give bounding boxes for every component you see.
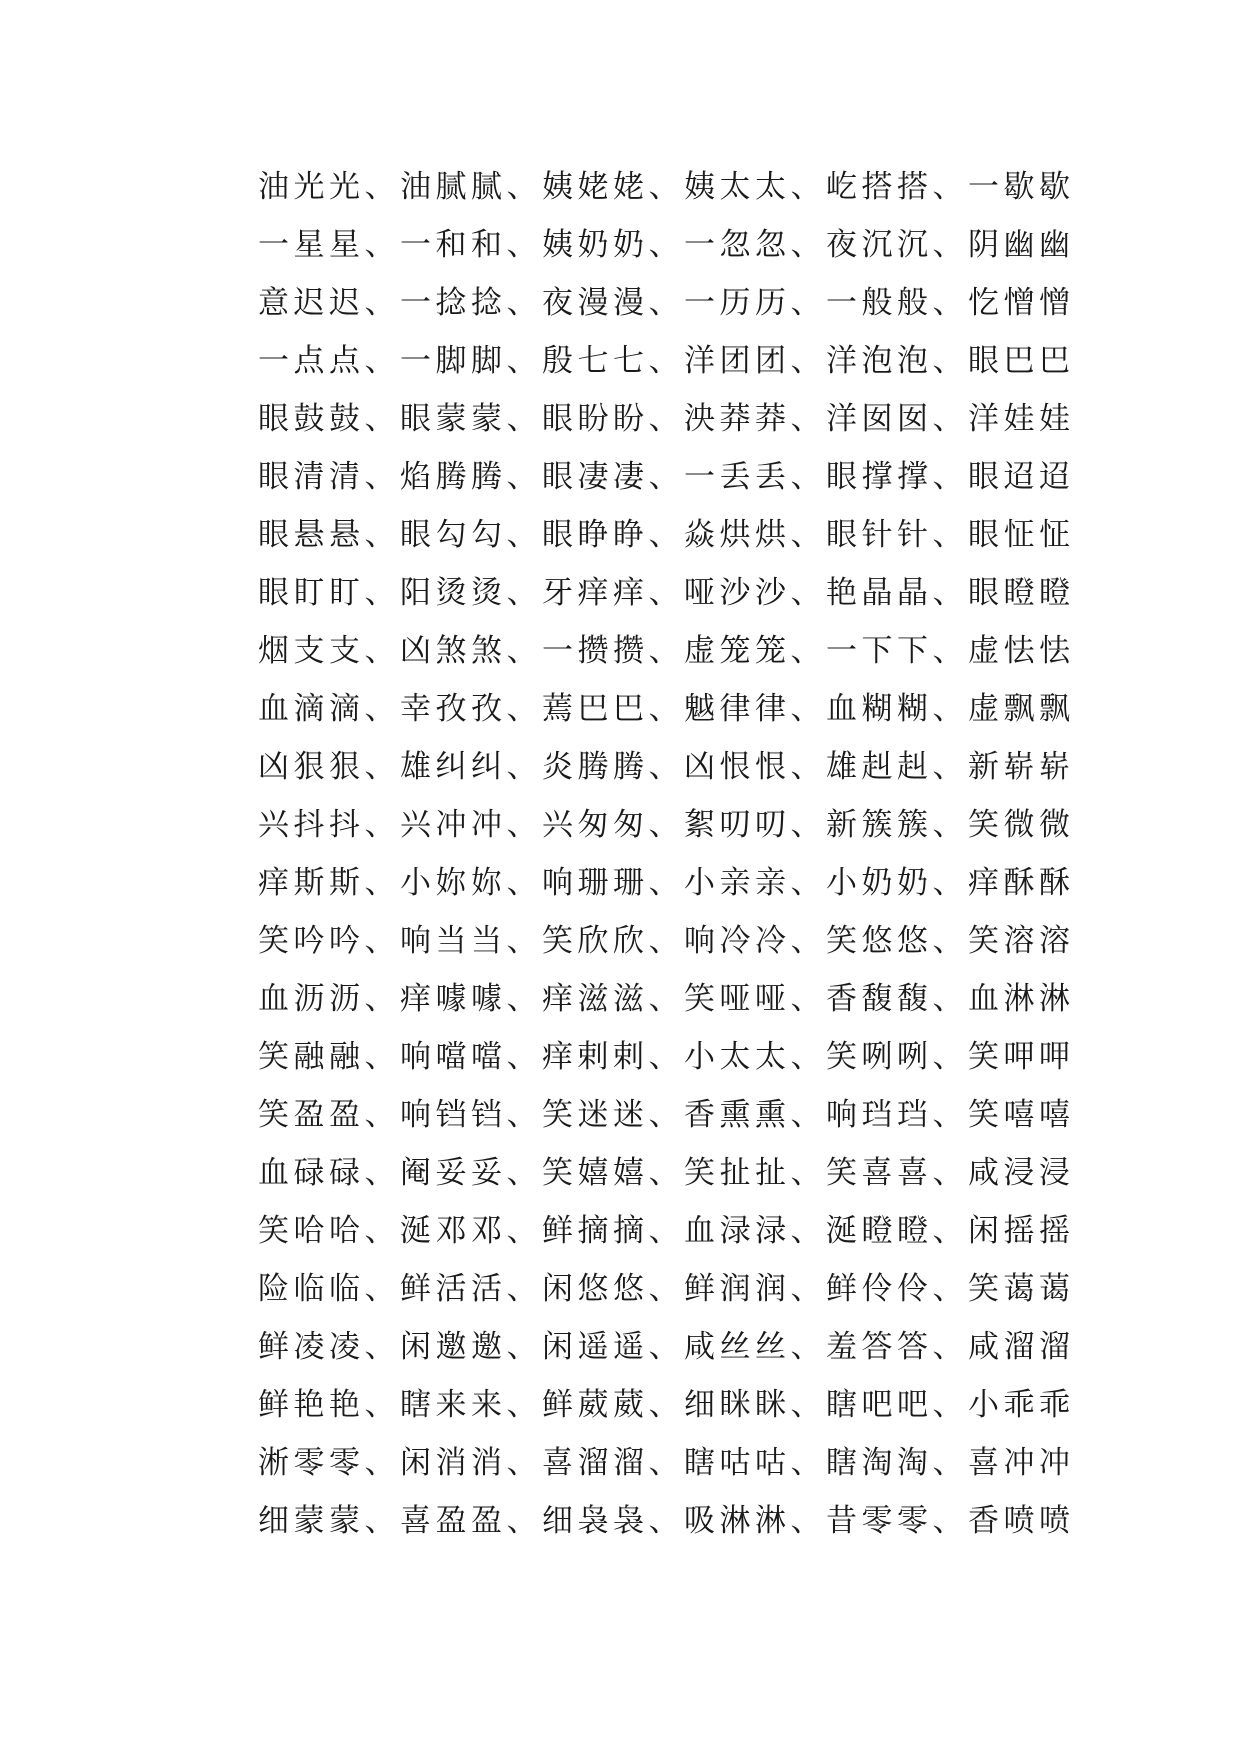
text-line: 笑融融、响噹噹、痒剌剌、小太太、笑咧咧、笑呷呷	[258, 1039, 1075, 1075]
text-line: 细蒙蒙、喜盈盈、细袅袅、吸淋淋、昔零零、香喷喷	[258, 1503, 1075, 1539]
text-line: 笑盈盈、响铛铛、笑迷迷、香熏熏、响珰珰、笑嘻嘻	[258, 1097, 1075, 1133]
text-line: 痒斯斯、小妳妳、响珊珊、小亲亲、小奶奶、痒酥酥	[258, 865, 1075, 901]
text-line: 鲜凌凌、闲邀邀、闲遥遥、咸丝丝、羞答答、咸溜溜	[258, 1329, 1075, 1365]
text-line: 眼鼓鼓、眼蒙蒙、眼盼盼、泱莽莽、洋囡囡、洋娃娃	[258, 401, 1075, 437]
text-line: 险临临、鲜活活、闲悠悠、鲜润润、鲜伶伶、笑蔼蔼	[258, 1271, 1075, 1307]
text-line: 兴抖抖、兴冲冲、兴匆匆、絮叨叨、新簇簇、笑微微	[258, 807, 1075, 843]
text-line: 烟支支、凶煞煞、一攒攒、虚笼笼、一下下、虚怯怯	[258, 633, 1075, 669]
text-line: 淅零零、闲消消、喜溜溜、瞎咕咕、瞎淘淘、喜冲冲	[258, 1445, 1075, 1481]
text-line: 血滴滴、幸孜孜、蔫巴巴、魆律律、血糊糊、虚飘飘	[258, 691, 1075, 727]
text-line: 眼清清、焰腾腾、眼凄凄、一丢丢、眼撑撑、眼迢迢	[258, 459, 1075, 495]
text-line: 笑吟吟、响当当、笑欣欣、响冷冷、笑悠悠、笑溶溶	[258, 923, 1075, 959]
text-line: 一星星、一和和、姨奶奶、一忽忽、夜沉沉、阴幽幽	[258, 227, 1075, 263]
text-line: 血沥沥、痒噱噱、痒滋滋、笑哑哑、香馥馥、血淋淋	[258, 981, 1075, 1017]
text-line: 笑哈哈、涎邓邓、鲜摘摘、血渌渌、涎瞪瞪、闲摇摇	[258, 1213, 1075, 1249]
text-line: 眼悬悬、眼勾勾、眼睁睁、焱烘烘、眼针针、眼怔怔	[258, 517, 1075, 553]
text-line: 凶狠狠、雄纠纠、炎腾腾、凶恨恨、雄赳赳、新崭崭	[258, 749, 1075, 785]
word-list	[258, 158, 1075, 1550]
text-line: 鲜艳艳、瞎来来、鲜葳葳、细眯眯、瞎吧吧、小乖乖	[258, 1387, 1075, 1423]
text-line: 血碌碌、阉妥妥、笑嬉嬉、笑扯扯、笑喜喜、咸浸浸	[258, 1155, 1075, 1191]
text-line: 意迟迟、一捻捻、夜漫漫、一历历、一般般、忔憎憎	[258, 285, 1075, 321]
text-line: 油光光、油腻腻、姨姥姥、姨太太、屹搭搭、一歇歇	[258, 169, 1075, 205]
text-line: 眼盯盯、阳烫烫、牙痒痒、哑沙沙、艳晶晶、眼瞪瞪	[258, 575, 1075, 611]
text-line: 一点点、一脚脚、殷七七、洋团团、洋泡泡、眼巴巴	[258, 343, 1075, 379]
